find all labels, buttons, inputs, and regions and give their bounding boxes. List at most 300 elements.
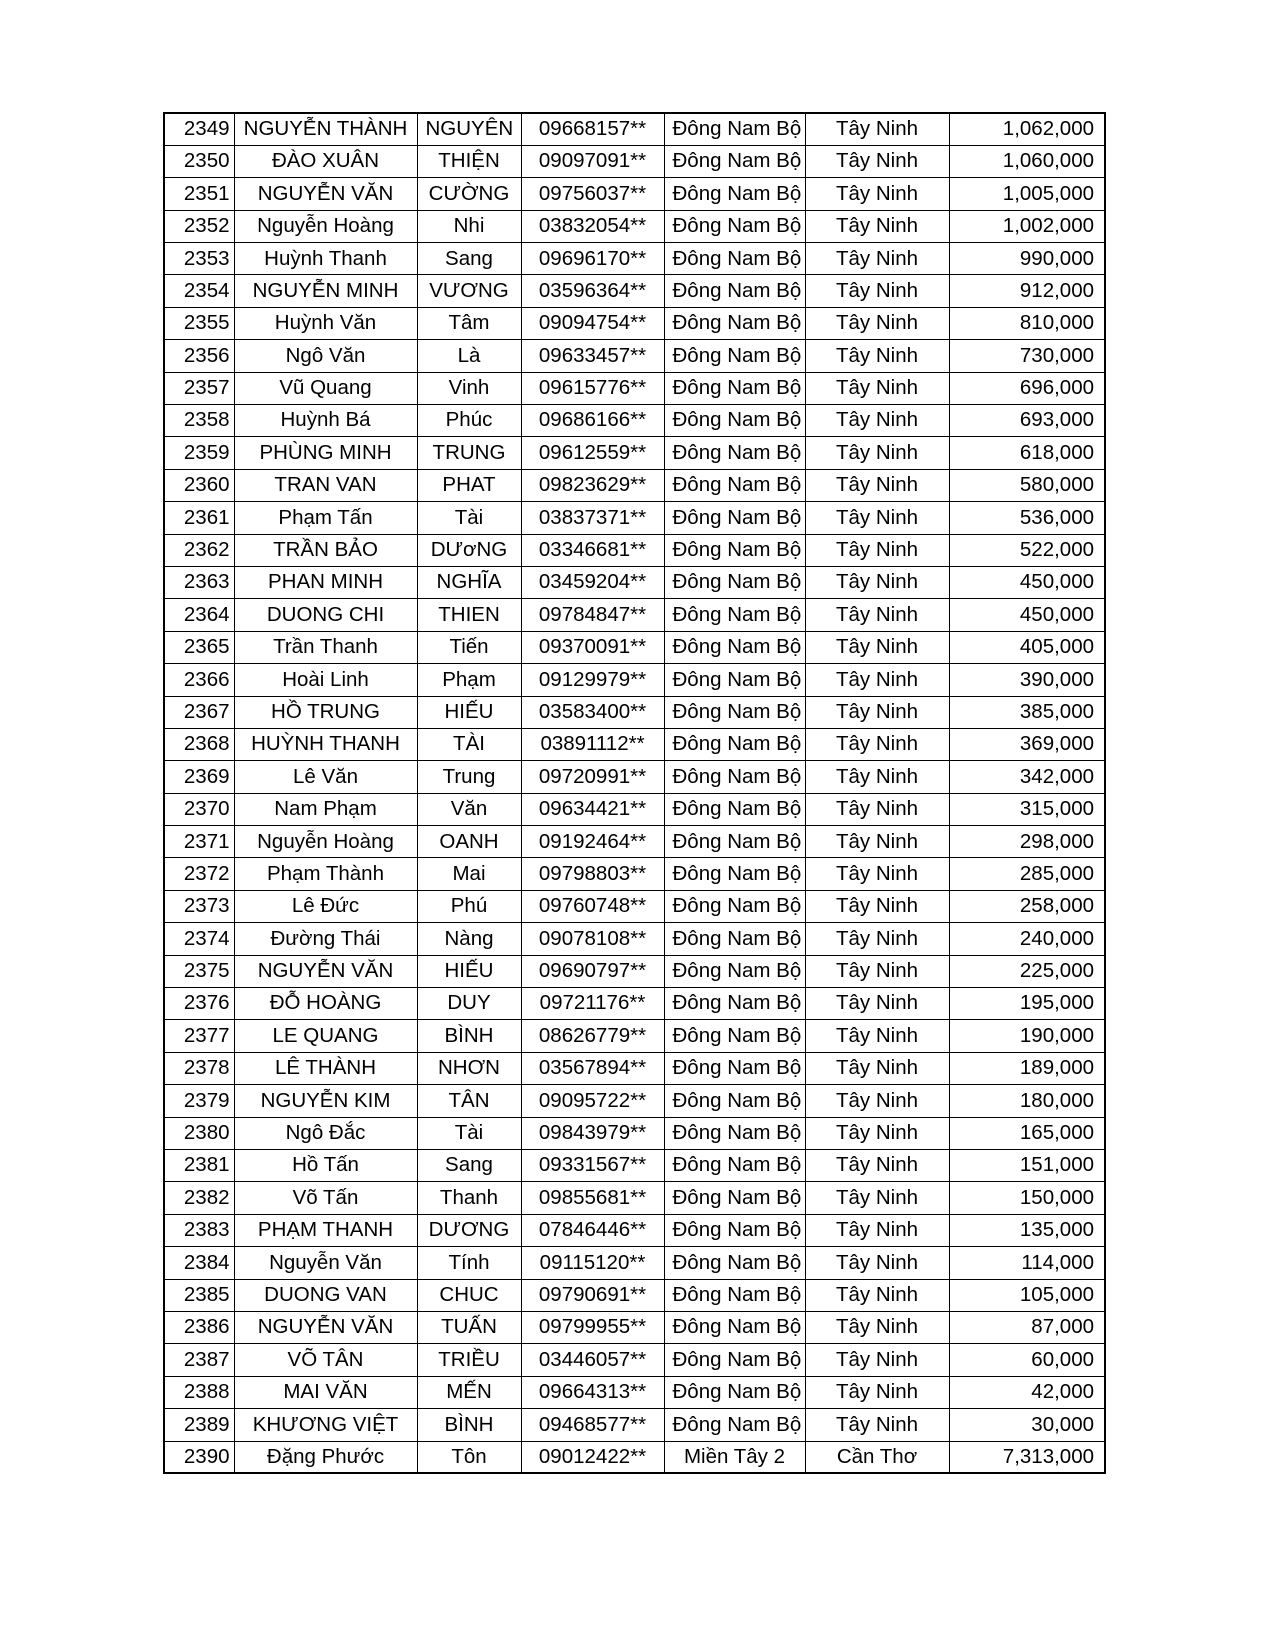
cell-ho: Nguyễn Hoàng [234, 826, 417, 858]
cell-amount: 225,000 [949, 955, 1105, 987]
cell-ten: NGUYÊN [417, 113, 521, 145]
table-row [164, 1441, 1105, 1473]
cell-ho: Võ Tấn [234, 1182, 417, 1214]
cell-stt: 2378 [164, 1052, 234, 1084]
cell-ho: NGUYỄN VĂN [234, 178, 417, 210]
cell-ho: NGUYỄN KIM [234, 1085, 417, 1117]
cell-stt: 2374 [164, 923, 234, 955]
cell-ten: Nàng [417, 923, 521, 955]
cell-ho: NGUYỄN MINH [234, 275, 417, 307]
cell-province: Tây Ninh [805, 178, 949, 210]
cell-province: Tây Ninh [805, 1085, 949, 1117]
cell-province: Tây Ninh [805, 307, 949, 339]
cell-ten: Tiến [417, 631, 521, 663]
cell-phone: 03583400** [521, 696, 664, 728]
cell-ho: Hồ Tấn [234, 1150, 417, 1182]
cell-phone: 09686166** [521, 405, 664, 437]
cell-phone: 09720991** [521, 761, 664, 793]
cell-province: Tây Ninh [805, 1247, 949, 1279]
cell-phone: 09690797** [521, 955, 664, 987]
cell-amount: 536,000 [949, 502, 1105, 534]
cell-amount: 810,000 [949, 307, 1105, 339]
cell-ten: VƯƠNG [417, 275, 521, 307]
cell-province: Tây Ninh [805, 469, 949, 501]
table-row [164, 372, 1105, 404]
cell-ten: CHUC [417, 1279, 521, 1311]
cell-province: Tây Ninh [805, 1344, 949, 1376]
cell-amount: 990,000 [949, 243, 1105, 275]
cell-phone: 09012422** [521, 1441, 664, 1473]
cell-ten: DUY [417, 988, 521, 1020]
table-row [164, 210, 1105, 242]
cell-stt: 2357 [164, 372, 234, 404]
cell-ho: NGUYỄN THÀNH [234, 113, 417, 145]
cell-region: Đông Nam Bộ [664, 728, 805, 760]
cell-phone: 09843979** [521, 1117, 664, 1149]
cell-phone: 09799955** [521, 1311, 664, 1343]
cell-ten: Sang [417, 1150, 521, 1182]
cell-ten: Thanh [417, 1182, 521, 1214]
cell-stt: 2389 [164, 1409, 234, 1441]
cell-stt: 2353 [164, 243, 234, 275]
cell-stt: 2373 [164, 890, 234, 922]
cell-region: Đông Nam Bộ [664, 826, 805, 858]
cell-ho: Phạm Thành [234, 858, 417, 890]
cell-province: Tây Ninh [805, 728, 949, 760]
cell-phone: 09468577** [521, 1409, 664, 1441]
cell-province: Tây Ninh [805, 696, 949, 728]
cell-stt: 2386 [164, 1311, 234, 1343]
cell-stt: 2358 [164, 405, 234, 437]
cell-province: Tây Ninh [805, 502, 949, 534]
cell-stt: 2355 [164, 307, 234, 339]
cell-region: Đông Nam Bộ [664, 1279, 805, 1311]
cell-stt: 2360 [164, 469, 234, 501]
cell-province: Tây Ninh [805, 1182, 949, 1214]
cell-phone: 09615776** [521, 372, 664, 404]
cell-province: Tây Ninh [805, 340, 949, 372]
cell-ho: HUỲNH THANH [234, 728, 417, 760]
cell-region: Đông Nam Bộ [664, 1020, 805, 1052]
table-row [164, 955, 1105, 987]
cell-phone: 09097091** [521, 145, 664, 177]
table-row [164, 826, 1105, 858]
cell-region: Đông Nam Bộ [664, 631, 805, 663]
table-row [164, 1311, 1105, 1343]
cell-stt: 2383 [164, 1214, 234, 1246]
cell-ten: Tài [417, 502, 521, 534]
cell-stt: 2365 [164, 631, 234, 663]
cell-ho: Huỳnh Văn [234, 307, 417, 339]
cell-province: Tây Ninh [805, 275, 949, 307]
table-row [164, 858, 1105, 890]
cell-ho: Hoài Linh [234, 664, 417, 696]
cell-ten: OANH [417, 826, 521, 858]
cell-amount: 405,000 [949, 631, 1105, 663]
cell-amount: 150,000 [949, 1182, 1105, 1214]
cell-phone: 03891112** [521, 728, 664, 760]
cell-phone: 09696170** [521, 243, 664, 275]
cell-phone: 09129979** [521, 664, 664, 696]
table-row [164, 1085, 1105, 1117]
cell-ho: Huỳnh Bá [234, 405, 417, 437]
cell-phone: 09094754** [521, 307, 664, 339]
cell-ten: Phúc [417, 405, 521, 437]
cell-province: Tây Ninh [805, 1214, 949, 1246]
cell-province: Tây Ninh [805, 599, 949, 631]
table-row [164, 1052, 1105, 1084]
cell-region: Đông Nam Bộ [664, 243, 805, 275]
table-row [164, 1182, 1105, 1214]
cell-region: Đông Nam Bộ [664, 405, 805, 437]
table-row [164, 923, 1105, 955]
cell-stt: 2362 [164, 534, 234, 566]
table-row [164, 696, 1105, 728]
cell-ten: Văn [417, 793, 521, 825]
cell-ho: LE QUANG [234, 1020, 417, 1052]
table-row [164, 1117, 1105, 1149]
cell-stt: 2369 [164, 761, 234, 793]
cell-amount: 1,060,000 [949, 145, 1105, 177]
cell-province: Tây Ninh [805, 1117, 949, 1149]
cell-province: Tây Ninh [805, 1052, 949, 1084]
cell-amount: 60,000 [949, 1344, 1105, 1376]
table-row [164, 1020, 1105, 1052]
cell-ten: Nhi [417, 210, 521, 242]
cell-ten: TÀI [417, 728, 521, 760]
table-row [164, 275, 1105, 307]
cell-phone: 09078108** [521, 923, 664, 955]
cell-region: Đông Nam Bộ [664, 761, 805, 793]
cell-phone: 09784847** [521, 599, 664, 631]
cell-amount: 1,002,000 [949, 210, 1105, 242]
cell-amount: 135,000 [949, 1214, 1105, 1246]
cell-phone: 03446057** [521, 1344, 664, 1376]
table-row [164, 178, 1105, 210]
cell-ten: TUẤN [417, 1311, 521, 1343]
cell-amount: 258,000 [949, 890, 1105, 922]
cell-region: Đông Nam Bộ [664, 566, 805, 598]
cell-stt: 2390 [164, 1441, 234, 1473]
cell-region: Đông Nam Bộ [664, 1344, 805, 1376]
cell-ten: TRIỀU [417, 1344, 521, 1376]
table-row [164, 145, 1105, 177]
document-page [163, 112, 1106, 1474]
cell-phone: 09370091** [521, 631, 664, 663]
cell-stt: 2387 [164, 1344, 234, 1376]
cell-stt: 2385 [164, 1279, 234, 1311]
cell-ten: Phú [417, 890, 521, 922]
table-row [164, 890, 1105, 922]
cell-province: Tây Ninh [805, 826, 949, 858]
table-row [164, 437, 1105, 469]
cell-stt: 2370 [164, 793, 234, 825]
cell-region: Đông Nam Bộ [664, 113, 805, 145]
cell-ten: HIẾU [417, 696, 521, 728]
cell-amount: 7,313,000 [949, 1441, 1105, 1473]
cell-phone: 09192464** [521, 826, 664, 858]
cell-ten: BÌNH [417, 1020, 521, 1052]
table-row [164, 1150, 1105, 1182]
cell-amount: 151,000 [949, 1150, 1105, 1182]
cell-province: Cần Thơ [805, 1441, 949, 1473]
cell-province: Tây Ninh [805, 923, 949, 955]
cell-phone: 03837371** [521, 502, 664, 534]
cell-ho: ĐÀO XUÂN [234, 145, 417, 177]
cell-amount: 298,000 [949, 826, 1105, 858]
cell-province: Tây Ninh [805, 761, 949, 793]
cell-phone: 07846446** [521, 1214, 664, 1246]
cell-stt: 2368 [164, 728, 234, 760]
cell-ho: Phạm Tấn [234, 502, 417, 534]
table-row [164, 1247, 1105, 1279]
cell-ho: Nguyễn Hoàng [234, 210, 417, 242]
cell-phone: 09721176** [521, 988, 664, 1020]
cell-region: Đông Nam Bộ [664, 1409, 805, 1441]
cell-amount: 189,000 [949, 1052, 1105, 1084]
cell-stt: 2363 [164, 566, 234, 598]
cell-province: Tây Ninh [805, 437, 949, 469]
cell-ho: PHAN MINH [234, 566, 417, 598]
cell-amount: 114,000 [949, 1247, 1105, 1279]
cell-amount: 1,005,000 [949, 178, 1105, 210]
cell-region: Đông Nam Bộ [664, 793, 805, 825]
cell-province: Tây Ninh [805, 1020, 949, 1052]
cell-province: Tây Ninh [805, 793, 949, 825]
cell-phone: 09115120** [521, 1247, 664, 1279]
cell-ten: DƯƠNG [417, 1214, 521, 1246]
table-body [164, 113, 1105, 1473]
cell-stt: 2379 [164, 1085, 234, 1117]
cell-amount: 190,000 [949, 1020, 1105, 1052]
cell-region: Đông Nam Bộ [664, 502, 805, 534]
table-row [164, 340, 1105, 372]
table-row [164, 1409, 1105, 1441]
cell-amount: 42,000 [949, 1376, 1105, 1408]
cell-ho: HỒ TRUNG [234, 696, 417, 728]
cell-ten: DƯơNG [417, 534, 521, 566]
cell-stt: 2372 [164, 858, 234, 890]
cell-ho: PHÙNG MINH [234, 437, 417, 469]
cell-province: Tây Ninh [805, 566, 949, 598]
cell-ho: NGUYỄN VĂN [234, 1311, 417, 1343]
cell-stt: 2359 [164, 437, 234, 469]
cell-region: Đông Nam Bộ [664, 307, 805, 339]
cell-amount: 342,000 [949, 761, 1105, 793]
cell-amount: 30,000 [949, 1409, 1105, 1441]
cell-ho: LÊ THÀNH [234, 1052, 417, 1084]
cell-province: Tây Ninh [805, 243, 949, 275]
cell-amount: 450,000 [949, 566, 1105, 598]
cell-ho: DUONG CHI [234, 599, 417, 631]
cell-ten: Sang [417, 243, 521, 275]
cell-region: Đông Nam Bộ [664, 1150, 805, 1182]
cell-ho: TRẦN BẢO [234, 534, 417, 566]
cell-ten: Mai [417, 858, 521, 890]
cell-amount: 1,062,000 [949, 113, 1105, 145]
cell-ten: THIỆN [417, 145, 521, 177]
cell-phone: 09823629** [521, 469, 664, 501]
cell-province: Tây Ninh [805, 372, 949, 404]
cell-ten: CƯỜNG [417, 178, 521, 210]
cell-stt: 2367 [164, 696, 234, 728]
cell-ho: NGUYỄN VĂN [234, 955, 417, 987]
table-row [164, 469, 1105, 501]
table-row [164, 761, 1105, 793]
cell-region: Đông Nam Bộ [664, 955, 805, 987]
cell-phone: 03567894** [521, 1052, 664, 1084]
table-row [164, 1344, 1105, 1376]
cell-amount: 369,000 [949, 728, 1105, 760]
cell-ten: NHƠN [417, 1052, 521, 1084]
cell-ten: PHAT [417, 469, 521, 501]
cell-ho: ĐỖ HOÀNG [234, 988, 417, 1020]
winners-table [163, 112, 1106, 1474]
cell-phone: 09790691** [521, 1279, 664, 1311]
cell-province: Tây Ninh [805, 1279, 949, 1311]
cell-phone: 09664313** [521, 1376, 664, 1408]
cell-province: Tây Ninh [805, 890, 949, 922]
cell-stt: 2377 [164, 1020, 234, 1052]
cell-region: Đông Nam Bộ [664, 1182, 805, 1214]
cell-amount: 105,000 [949, 1279, 1105, 1311]
cell-ho: Ngô Đắc [234, 1117, 417, 1149]
table-row [164, 1279, 1105, 1311]
cell-province: Tây Ninh [805, 405, 949, 437]
cell-phone: 09756037** [521, 178, 664, 210]
cell-ho: Vũ Quang [234, 372, 417, 404]
cell-province: Tây Ninh [805, 1150, 949, 1182]
cell-amount: 696,000 [949, 372, 1105, 404]
cell-ho: KHƯƠNG VIỆT [234, 1409, 417, 1441]
cell-ho: Trần Thanh [234, 631, 417, 663]
cell-ten: THIEN [417, 599, 521, 631]
cell-region: Đông Nam Bộ [664, 469, 805, 501]
cell-amount: 580,000 [949, 469, 1105, 501]
cell-phone: 09668157** [521, 113, 664, 145]
cell-region: Đông Nam Bộ [664, 1311, 805, 1343]
cell-stt: 2381 [164, 1150, 234, 1182]
table-row [164, 728, 1105, 760]
cell-region: Đông Nam Bộ [664, 1214, 805, 1246]
cell-ten: BÌNH [417, 1409, 521, 1441]
cell-region: Đông Nam Bộ [664, 340, 805, 372]
cell-region: Đông Nam Bộ [664, 664, 805, 696]
cell-region: Đông Nam Bộ [664, 210, 805, 242]
cell-phone: 03832054** [521, 210, 664, 242]
cell-stt: 2388 [164, 1376, 234, 1408]
cell-region: Đông Nam Bộ [664, 599, 805, 631]
cell-ho: Đường Thái [234, 923, 417, 955]
cell-phone: 09855681** [521, 1182, 664, 1214]
cell-province: Tây Ninh [805, 113, 949, 145]
cell-amount: 385,000 [949, 696, 1105, 728]
cell-stt: 2384 [164, 1247, 234, 1279]
cell-stt: 2349 [164, 113, 234, 145]
cell-region: Đông Nam Bộ [664, 858, 805, 890]
cell-stt: 2351 [164, 178, 234, 210]
cell-ho: DUONG VAN [234, 1279, 417, 1311]
table-row [164, 113, 1105, 145]
cell-province: Tây Ninh [805, 631, 949, 663]
cell-phone: 09095722** [521, 1085, 664, 1117]
cell-region: Đông Nam Bộ [664, 1052, 805, 1084]
table-row [164, 988, 1105, 1020]
table-row [164, 307, 1105, 339]
cell-ho: Huỳnh Thanh [234, 243, 417, 275]
cell-stt: 2366 [164, 664, 234, 696]
cell-region: Đông Nam Bộ [664, 988, 805, 1020]
cell-region: Đông Nam Bộ [664, 275, 805, 307]
cell-stt: 2376 [164, 988, 234, 1020]
cell-stt: 2364 [164, 599, 234, 631]
cell-ten: HIẾU [417, 955, 521, 987]
cell-phone: 03596364** [521, 275, 664, 307]
cell-stt: 2354 [164, 275, 234, 307]
table-row [164, 631, 1105, 663]
cell-ten: NGHĨA [417, 566, 521, 598]
cell-region: Đông Nam Bộ [664, 1085, 805, 1117]
cell-amount: 618,000 [949, 437, 1105, 469]
cell-ten: Vinh [417, 372, 521, 404]
cell-amount: 165,000 [949, 1117, 1105, 1149]
cell-province: Tây Ninh [805, 210, 949, 242]
cell-amount: 390,000 [949, 664, 1105, 696]
cell-amount: 693,000 [949, 405, 1105, 437]
cell-amount: 450,000 [949, 599, 1105, 631]
cell-ho: VÕ TÂN [234, 1344, 417, 1376]
table-row [164, 405, 1105, 437]
cell-ten: MẾN [417, 1376, 521, 1408]
cell-phone: 03459204** [521, 566, 664, 598]
table-row [164, 1376, 1105, 1408]
table-row [164, 534, 1105, 566]
cell-stt: 2375 [164, 955, 234, 987]
table-row [164, 243, 1105, 275]
cell-phone: 09612559** [521, 437, 664, 469]
cell-stt: 2371 [164, 826, 234, 858]
cell-ho: TRAN VAN [234, 469, 417, 501]
cell-ten: TÂN [417, 1085, 521, 1117]
cell-stt: 2350 [164, 145, 234, 177]
cell-region: Đông Nam Bộ [664, 923, 805, 955]
table-row [164, 1214, 1105, 1246]
table-row [164, 599, 1105, 631]
cell-phone: 09633457** [521, 340, 664, 372]
cell-ten: Là [417, 340, 521, 372]
cell-ten: Trung [417, 761, 521, 793]
cell-ho: Đặng Phước [234, 1441, 417, 1473]
cell-ho: Nguyễn Văn [234, 1247, 417, 1279]
cell-region: Đông Nam Bộ [664, 437, 805, 469]
table-row [164, 664, 1105, 696]
cell-region: Đông Nam Bộ [664, 145, 805, 177]
cell-phone: 09331567** [521, 1150, 664, 1182]
cell-ten: TRUNG [417, 437, 521, 469]
cell-phone: 09760748** [521, 890, 664, 922]
cell-region: Đông Nam Bộ [664, 534, 805, 566]
cell-ho: MAI VĂN [234, 1376, 417, 1408]
cell-ten: Tôn [417, 1441, 521, 1473]
cell-province: Tây Ninh [805, 1311, 949, 1343]
cell-region: Đông Nam Bộ [664, 372, 805, 404]
cell-ten: Phạm [417, 664, 521, 696]
cell-amount: 912,000 [949, 275, 1105, 307]
cell-ho: Lê Văn [234, 761, 417, 793]
cell-province: Tây Ninh [805, 664, 949, 696]
cell-amount: 285,000 [949, 858, 1105, 890]
table-row [164, 566, 1105, 598]
